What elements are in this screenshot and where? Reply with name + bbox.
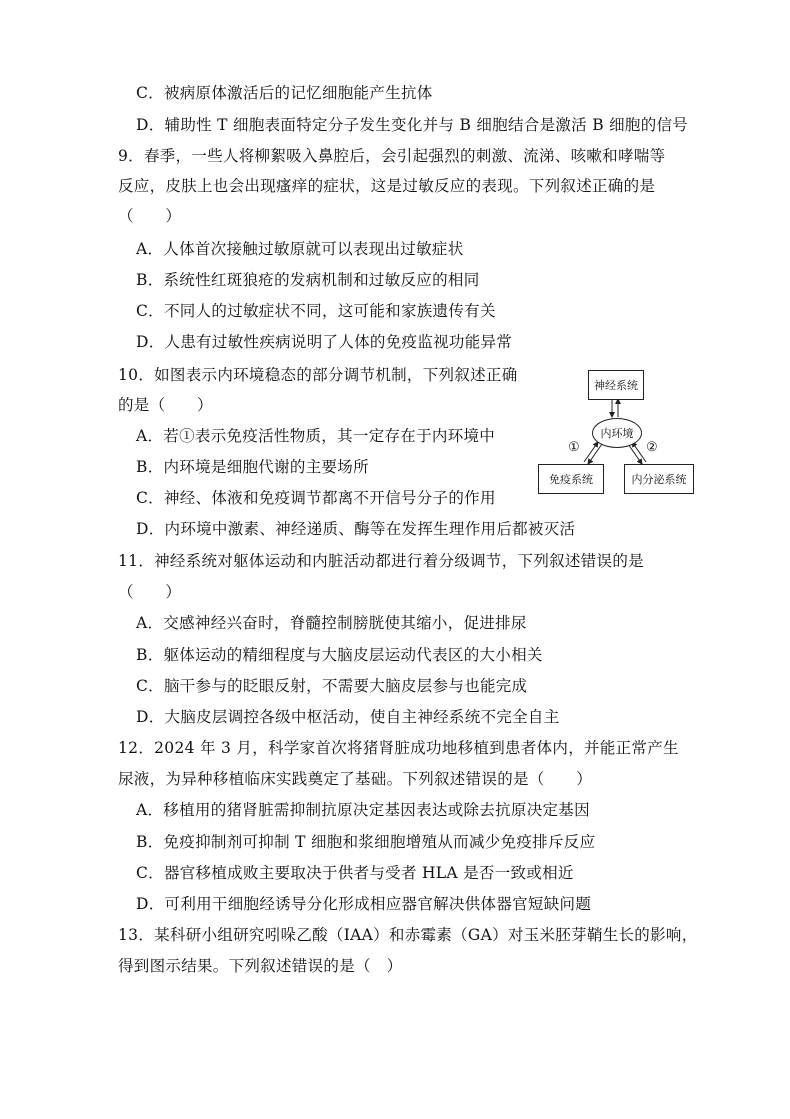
- q9-option-b: B．系统性红斑狼疮的发病机制和过敏反应的相同: [136, 271, 480, 289]
- q11-option-b: B．躯体运动的精细程度与大脑皮层运动代表区的大小相关: [136, 646, 543, 664]
- q10-option-b: B．内环境是细胞代谢的主要场所: [136, 458, 369, 476]
- q9-option-d: D．人患有过敏性疾病说明了人体的免疫监视功能异常: [136, 333, 513, 351]
- immune-system-box: 免疫系统: [538, 464, 604, 494]
- q11-stem-line1: 11．神经系统对躯体运动和内脏活动都进行着分级调节，下列叙述错误的是: [118, 552, 644, 570]
- q10-option-d: D．内环境中激素、神经递质、酶等在发挥生理作用后都被灭活: [136, 520, 576, 538]
- q8-option-d: D．辅助性 T 细胞表面特定分子发生变化并与 B 细胞结合是激活 B 细胞的信号: [136, 116, 689, 134]
- q10-option-c: C．神经、体液和免疫调节都离不开信号分子的作用: [136, 489, 496, 507]
- q13-stem-line2: 得到图示结果。下列叙述错误的是（ ）: [118, 957, 403, 975]
- q13-stem-line1: 13．某科研小组研究吲哚乙酸（IAA）和赤霉素（GA）对玉米胚芽鞘生长的影响，: [118, 926, 698, 944]
- q10-option-a: A．若①表示免疫活性物质，其一定存在于内环境中: [136, 427, 496, 445]
- internal-environment-node: 内环境: [592, 418, 642, 448]
- q12-option-d: D．可利用干细胞经诱导分化形成相应器官解决供体器官短缺问题: [136, 895, 592, 913]
- label-circled-1: ①: [568, 440, 580, 455]
- nervous-system-box: 神经系统: [588, 370, 644, 400]
- q11-option-a: A．交感神经兴奋时，脊髓控制膀胱使其缩小，促进排尿: [136, 614, 527, 632]
- q11-option-d: D．大脑皮层调控各级中枢活动，使自主神经系统不完全自主: [136, 708, 560, 726]
- q9-option-c: C．不同人的过敏症状不同，这可能和家族遗传有关: [136, 302, 496, 320]
- q12-option-a: A．移植用的猪肾脏需抑制抗原决定基因表达或除去抗原决定基因: [136, 801, 590, 819]
- q10-stem-line2: 的是（ ）: [118, 396, 213, 414]
- q9-stem-line2: 反应，皮肤上也会出现瘙痒的症状，这是过敏反应的表现。下列叙述正确的是: [118, 177, 656, 195]
- q12-stem-line2: 尿液，为异种移植临床实践奠定了基础。下列叙述错误的是（ ）: [118, 770, 593, 788]
- q10-stem-line1: 10．如图表示内环境稳态的部分调节机制，下列叙述正确: [118, 366, 518, 384]
- q8-option-c: C．被病原体激活后的记忆细胞能产生抗体: [136, 84, 433, 102]
- endocrine-system-box: 内分泌系统: [624, 464, 694, 494]
- q9-stem-line1: 9．春季，一些人将柳絮吸入鼻腔后，会引起强烈的刺激、流涕、咳嗽和哮喘等: [118, 147, 666, 165]
- label-circled-2: ②: [646, 440, 658, 455]
- regulation-diagram: [528, 362, 703, 502]
- q9-answer-paren: （ ）: [118, 207, 182, 225]
- q11-answer-paren: （ ）: [118, 583, 182, 601]
- q12-stem-line1: 12．2024 年 3 月，科学家首次将猪肾脏成功地移植到患者体内，并能正常产生: [118, 739, 679, 757]
- q12-option-c: C．器官移植成败主要取决于供者与受者 HLA 是否一致或相近: [136, 864, 574, 882]
- q9-option-a: A．人体首次接触过敏原就可以表现出过敏症状: [136, 240, 464, 258]
- q11-option-c: C．脑干参与的眨眼反射，不需要大脑皮层参与也能完成: [136, 677, 528, 695]
- q12-option-b: B．免疫抑制剂可抑制 T 细胞和浆细胞增殖从而减少免疫排斥反应: [136, 833, 596, 851]
